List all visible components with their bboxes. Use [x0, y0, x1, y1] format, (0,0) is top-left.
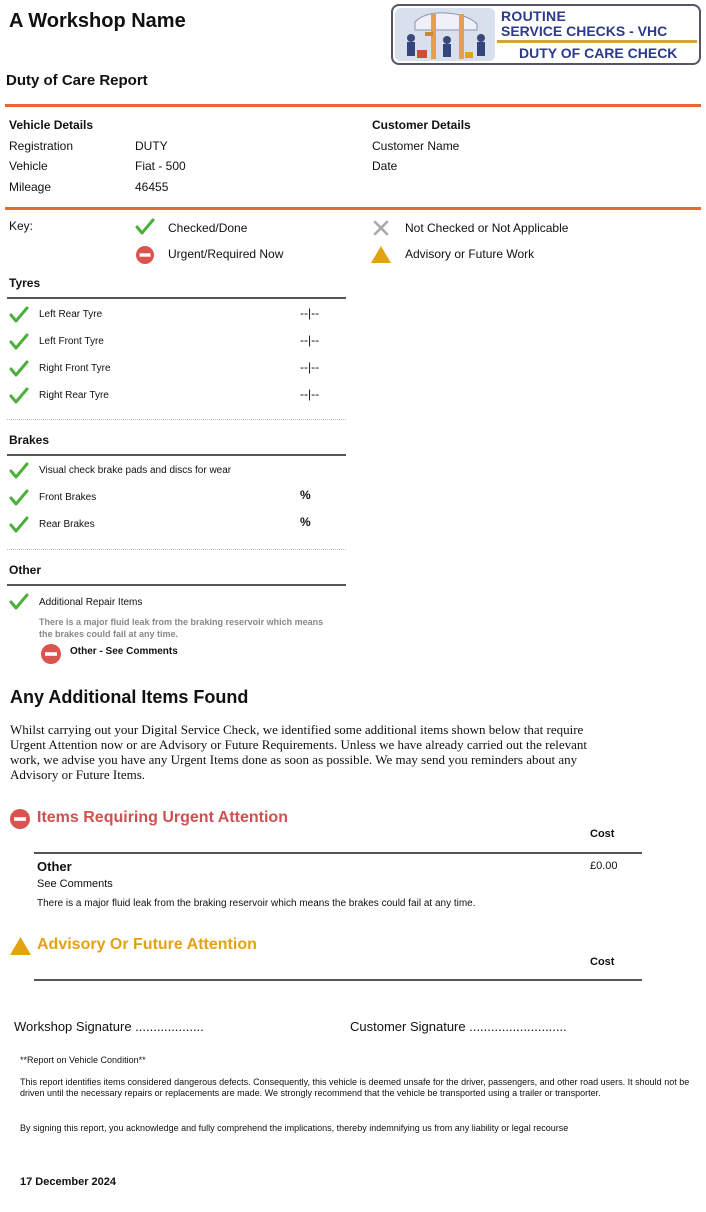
logo-divider — [497, 40, 697, 43]
registration-value: DUTY — [135, 139, 168, 153]
brake-item-value: % — [300, 488, 311, 502]
section-rule — [7, 584, 346, 586]
customer-details-heading: Customer Details — [372, 118, 471, 132]
urgent-item-title: Other — [37, 859, 72, 874]
section-rule — [7, 454, 346, 456]
urgent-section-heading: Items Requiring Urgent Attention — [37, 809, 288, 826]
advisory-triangle-icon — [370, 245, 392, 264]
advisory-triangle-icon — [9, 936, 32, 956]
urgent-item-cost: £0.00 — [590, 860, 618, 872]
tyre-item-value: --|-- — [300, 306, 320, 320]
check-icon — [9, 333, 29, 351]
customer-signature: Customer Signature ........................... — [350, 1019, 567, 1034]
workshop-signature: Workshop Signature ................... — [14, 1019, 204, 1034]
tyre-item-value: --|-- — [300, 333, 320, 347]
tyres-heading: Tyres — [9, 276, 41, 290]
cross-icon — [372, 219, 390, 237]
check-icon — [9, 306, 29, 324]
tyre-item-label: Right Front Tyre — [39, 363, 111, 374]
section-rule — [7, 297, 346, 299]
report-date: 17 December 2024 — [20, 1176, 117, 1188]
tyre-item-label: Left Rear Tyre — [39, 309, 103, 320]
check-icon — [9, 489, 29, 507]
urgent-icon — [40, 643, 62, 665]
check-icon — [9, 593, 29, 611]
other-item-note: There is a major fluid leak from the braking reservoir which means the brakes could fail at any time. — [39, 617, 324, 639]
urgent-item-subtitle: See Comments — [37, 878, 113, 890]
check-icon — [9, 462, 29, 480]
registration-label: Registration — [9, 139, 74, 153]
dotted-divider — [7, 549, 346, 550]
key-not-checked-label: Not Checked or Not Applicable — [405, 221, 569, 235]
additional-items-paragraph: Whilst carrying out your Digital Service Check, we identified some additional items shown below that require Urgent Attention now or are Advisory or Future Requirements. Unless we have already carried out the relevant work, we advise you have any Urgent Items done as soon as possible. We may send you reminders about any Advisory or Future Items. — [10, 722, 588, 782]
customer-name-label: Customer Name — [372, 139, 460, 153]
tyre-item-label: Left Front Tyre — [39, 336, 104, 347]
tyre-item-value: --|-- — [300, 360, 320, 374]
brake-item-value: % — [300, 515, 311, 529]
vehicle-label: Vehicle — [9, 159, 48, 173]
disclaimer-text: This report identifies items considered dangerous defects. Consequently, this vehicle is deemed unsafe for the driver, passengers, and other road users. It should not be driven until the necessary repairs or replacements are made. We strongly recommend that the vehicle be transported using a trailer or transporter. — [20, 1077, 690, 1098]
advisory-cost-header: Cost — [590, 956, 615, 968]
logo-line-2: SERVICE CHECKS - VHC — [501, 23, 668, 39]
section-rule — [34, 979, 642, 981]
mileage-value: 46455 — [135, 180, 169, 194]
vehicle-details-heading: Vehicle Details — [9, 118, 94, 132]
urgent-icon — [9, 808, 31, 830]
urgent-cost-header: Cost — [590, 828, 615, 840]
dotted-divider — [7, 419, 346, 420]
key-label: Key: — [9, 219, 34, 233]
tyre-item-label: Right Rear Tyre — [39, 390, 109, 401]
key-checked-label: Checked/Done — [168, 221, 248, 235]
check-icon — [9, 360, 29, 378]
key-advisory-label: Advisory or Future Work — [405, 247, 535, 261]
key-urgent-label: Urgent/Required Now — [168, 247, 284, 261]
vehicle-value: Fiat - 500 — [135, 159, 186, 173]
urgent-item-description: There is a major fluid leak from the braking reservoir which means the brakes could fail at any time. — [37, 898, 476, 909]
other-urgent-label: Other - See Comments — [70, 646, 178, 657]
tyre-item-value: --|-- — [300, 387, 320, 401]
divider — [5, 207, 701, 210]
section-rule — [34, 852, 642, 854]
other-item-label: Additional Repair Items — [39, 597, 143, 608]
mileage-label: Mileage — [9, 180, 52, 194]
other-heading: Other — [9, 563, 42, 577]
brake-item-label: Rear Brakes — [39, 519, 95, 530]
check-icon — [9, 387, 29, 405]
logo-line-3: DUTY OF CARE CHECK — [519, 45, 678, 61]
check-icon — [9, 516, 29, 534]
brake-item-label: Visual check brake pads and discs for wear — [39, 465, 232, 476]
check-icon — [135, 218, 155, 236]
urgent-icon — [135, 245, 155, 265]
service-logo — [391, 4, 701, 65]
brakes-heading: Brakes — [9, 433, 50, 447]
report-title: Duty of Care Report — [6, 72, 148, 89]
acknowledgement-text: By signing this report, you acknowledge and fully comprehend the implications, thereby indemnifying us from any liability or legal recourse — [20, 1123, 569, 1133]
advisory-section-heading: Advisory Or Future Attention — [37, 936, 257, 953]
additional-items-heading: Any Additional Items Found — [10, 687, 249, 707]
divider — [5, 104, 701, 107]
logo-line-1: ROUTINE — [501, 8, 567, 24]
brake-item-label: Front Brakes — [39, 492, 97, 503]
report-note: **Report on Vehicle Condition** — [20, 1055, 146, 1065]
workshop-name: A Workshop Name — [9, 10, 186, 32]
workshop-illustration-icon — [395, 8, 495, 61]
date-label: Date — [372, 159, 398, 173]
